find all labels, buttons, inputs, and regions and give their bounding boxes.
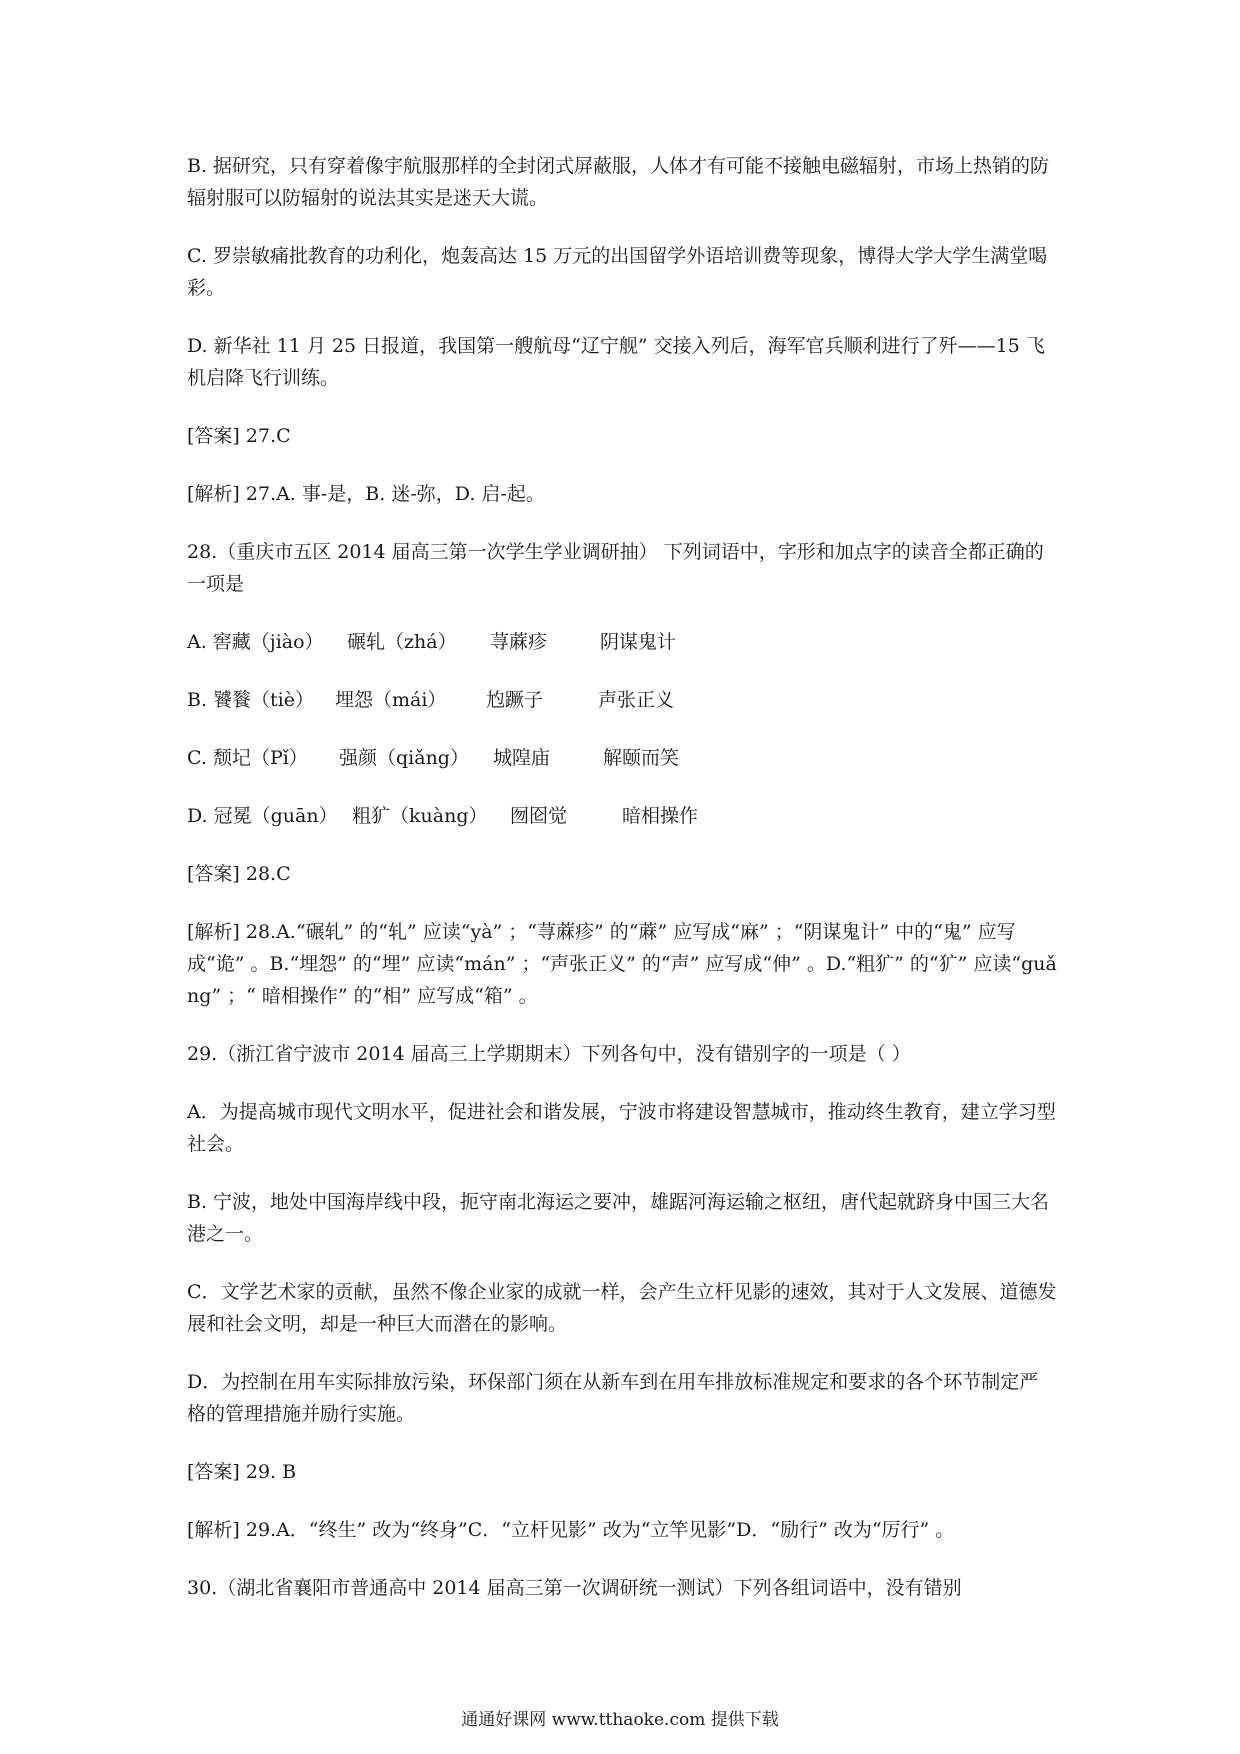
q27-option-c: C. 罗崇敏痛批教育的功利化，炮轰高达 15 万元的出国留学外语培训费等现象，博得大学大学生满堂喝彩。 (187, 245, 1048, 299)
q28-option-b-word1: B. 饕餮（tiè） (187, 689, 314, 711)
q28-option-b-word3: 尥蹶子 (486, 689, 544, 711)
document-body (187, 150, 1057, 1630)
q29-stem: 29.（浙江省宁波市 2014 届高三上学期期末）下列各句中，没有错别字的一项是（ ） (187, 1043, 911, 1065)
q28-option-d-word3: 囫囵觉 (510, 805, 568, 827)
q28-option-a-word2: 碾轧（zhá） (347, 631, 457, 653)
q28-option-b-word2: 埋怨（mái） (335, 689, 447, 711)
q29-option-b: B. 宁波，地处中国海岸线中段，扼守南北海运之要冲，雄踞河海运输之枢纽，唐代起就跻身中国三大名港之一。 (187, 1191, 1050, 1245)
q28-option-row-c (187, 742, 1057, 774)
q28-option-c-word1: C. 颓圮（Pǐ） (187, 747, 308, 769)
q28-stem: 28.（重庆市五区 2014 届高三第一次学生学业调研抽） 下列词语中，字形和加点字的读音全都正确的一项是 (187, 541, 1044, 595)
q29-option-d: D．为控制在用车实际排放污染，环保部门须在从新车到在用车排放标准规定和要求的各个环节制定严格的管理措施并励行实施。 (187, 1371, 1039, 1425)
q29-option-c: C．文学艺术家的贡献，虽然不像企业家的成就一样，会产生立杆见影的速效，其对于人文发展、道德发展和社会文明，却是一种巨大而潜在的影响。 (187, 1281, 1057, 1335)
page-footer: 通通好课网 www.tthaoke.com 提供下载 (461, 1710, 779, 1730)
q28-answer: [答案] 28.C (187, 863, 291, 885)
q28-option-d-word1: D. 冠冕（guān） (187, 805, 338, 827)
q28-option-c-word2: 强颜（qiǎng） (339, 747, 469, 769)
q28-option-d-word4: 暗相操作 (622, 805, 699, 827)
q28-option-a-word1: A. 窖藏（jiào） (187, 631, 324, 653)
q28-option-row-d (187, 800, 1057, 832)
q28-option-a-word4: 阴谋鬼计 (600, 631, 677, 653)
q27-answer: [答案] 27.C (187, 425, 291, 447)
q30-stem: 30.（湖北省襄阳市普通高中 2014 届高三第一次调研统一测试）下列各组词语中，没有错别 (187, 1577, 962, 1599)
q28-option-row-b (187, 684, 1057, 716)
q29-analysis: [解析] 29.A．“终生” 改为“终身”C．“立杆见影” 改为“立竿见影”D．“励行” 改为“厉行” 。 (187, 1519, 955, 1541)
q29-option-a: A．为提高城市现代文明水平，促进社会和谐发展，宁波市将建设智慧城市，推动终生教育，建立学习型社会。 (187, 1101, 1056, 1155)
q29-answer: [答案] 29. B (187, 1461, 297, 1483)
q28-option-d-word2: 粗犷（kuàng） (352, 805, 488, 827)
q28-option-row-a (187, 626, 1057, 658)
q27-analysis: [解析] 27.A. 事-是，B. 迷-弥，D. 启-起。 (187, 483, 545, 505)
q28-option-c-word3: 城隍庙 (493, 747, 551, 769)
q27-option-b: B. 据研究，只有穿着像宇航服那样的全封闭式屏蔽服，人体才有可能不接触电磁辐射，市场上热销的防辐射服可以防辐射的说法其实是迷天大谎。 (187, 155, 1050, 209)
q27-option-d: D. 新华社 11 月 25 日报道，我国第一艘航母“辽宁舰” 交接入列后，海军官兵顺利进行了歼——15 飞机启降飞行训练。 (187, 335, 1045, 389)
q28-option-c-word4: 解颐而笑 (603, 747, 680, 769)
q28-analysis: [解析] 28.A.“碾轧” 的“轧” 应读“yà” ；“荨蔴疹” 的“蔴” 应写成“麻” ；“阴谋鬼计” 中的“鬼” 应写成“诡” 。B.“埋怨” 的“埋” 应读“mán” ；“声张正义” 的“声” 应写成“伸” 。D.“粗犷” 的“犷” 应读“guǎng” ；“ 暗相操作” 的“相” 应写成“箱” 。 (187, 921, 1057, 1007)
q28-option-b-word4: 声张正义 (598, 689, 675, 711)
q28-option-a-word3: 荨蔴疹 (490, 631, 548, 653)
